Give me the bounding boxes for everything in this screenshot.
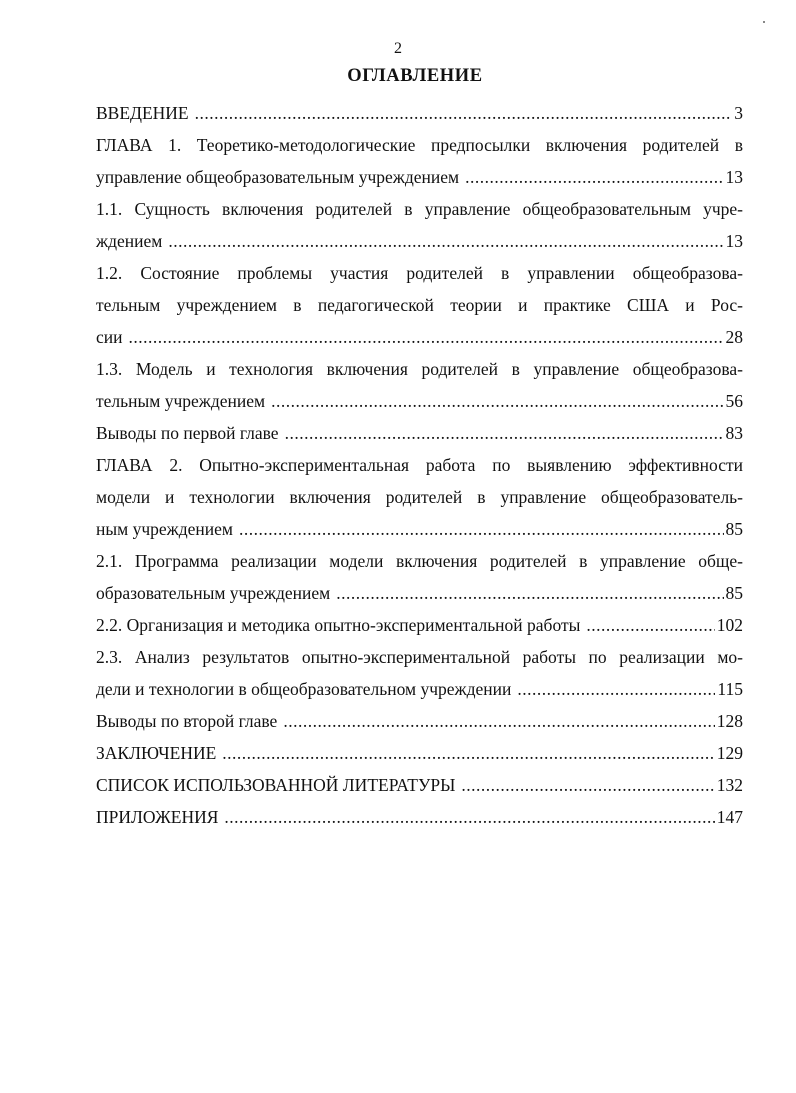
toc-entry [96, 801, 743, 833]
toc-entry [96, 257, 743, 353]
toc-entry-last-line [96, 385, 743, 417]
toc-entry-title: ным учреждением [96, 519, 233, 539]
toc-page-number: 85 [725, 583, 743, 603]
toc-page-number: 85 [725, 519, 743, 539]
toc-entry-line: ГЛАВА 1. Теоретико-методологические предпосылки включения родителей в [96, 135, 743, 155]
dot-leader [129, 321, 724, 353]
toc-page-number: 13 [725, 167, 743, 187]
toc-entry-line: тельным учреждением в педагогической теории и практике США и Рос- [96, 295, 743, 315]
toc-entry-title: 2.2. Организация и методика опытно-экспериментальной работы [96, 615, 581, 635]
toc-entry-line: 1.2. Состояние проблемы участия родителей в управлении общеобразова- [96, 263, 743, 283]
toc-page-number: 83 [725, 423, 743, 443]
dot-leader [586, 609, 714, 641]
toc-page-number: 102 [716, 615, 743, 635]
toc-entry-title: СПИСОК ИСПОЛЬЗОВАННОЙ ЛИТЕРАТУРЫ [96, 775, 456, 795]
toc-entry-last-line [96, 225, 743, 257]
toc-entry-last-line [96, 97, 743, 129]
toc-entry [96, 129, 743, 193]
dot-leader [195, 97, 733, 129]
toc-entry [96, 97, 743, 129]
toc-page-number: 56 [725, 391, 743, 411]
dot-leader [222, 737, 714, 769]
toc-entry-title: ПРИЛОЖЕНИЯ [96, 807, 219, 827]
toc-page-number: 128 [716, 711, 743, 731]
toc-entry [96, 609, 743, 641]
toc-entry-title: управление общеобразовательным учреждением [96, 167, 460, 187]
toc-entry-last-line [96, 769, 743, 801]
toc-page-number: 147 [716, 807, 743, 827]
toc-entry-title: сии [96, 327, 123, 347]
toc-page-number: 129 [716, 743, 743, 763]
dot-leader [239, 513, 724, 545]
toc-entry-last-line [96, 161, 743, 193]
dot-leader [517, 673, 715, 705]
toc-entry-line: модели и технологии включения родителей в управление общеобразователь- [96, 487, 743, 507]
toc-entry [96, 769, 743, 801]
toc-entry [96, 641, 743, 705]
toc-entry-title: ЗАКЛЮЧЕНИЕ [96, 743, 217, 763]
dot-leader [283, 705, 714, 737]
scan-speck [763, 21, 765, 23]
toc-entry-line: 2.1. Программа реализации модели включения родителей в управление обще- [96, 551, 743, 571]
toc-entry-last-line [96, 673, 743, 705]
toc-entry [96, 353, 743, 417]
toc-entry-last-line [96, 417, 743, 449]
dot-leader [168, 225, 723, 257]
table-of-contents [96, 97, 743, 833]
toc-page-number: 132 [716, 775, 743, 795]
dot-leader [224, 801, 714, 833]
toc-entry-title: образовательным учреждением [96, 583, 331, 603]
toc-page-number: 3 [734, 103, 743, 123]
toc-entry-last-line [96, 321, 743, 353]
dot-leader [461, 769, 714, 801]
dot-leader [285, 417, 724, 449]
dot-leader [271, 385, 723, 417]
toc-entry-line: 1.1. Сущность включения родителей в управление общеобразовательным учре- [96, 199, 743, 219]
toc-entry-title: Выводы по второй главе [96, 711, 278, 731]
toc-entry-title: ждением [96, 231, 163, 251]
dot-leader [465, 161, 723, 193]
page-number: 2 [394, 40, 402, 57]
toc-entry-line: 1.3. Модель и технология включения родителей в управление общеобразова- [96, 359, 743, 379]
toc-entry-line: ГЛАВА 2. Опытно-экспериментальная работа по выявлению эффективности [96, 455, 743, 475]
toc-page-number: 13 [725, 231, 743, 251]
toc-entry [96, 705, 743, 737]
toc-entry [96, 545, 743, 609]
toc-entry-last-line [96, 577, 743, 609]
toc-entry-line: 2.3. Анализ результатов опытно-экспериментальной работы по реализации мо- [96, 647, 743, 667]
dot-leader [336, 577, 723, 609]
toc-page-number: 28 [725, 327, 743, 347]
toc-entry [96, 193, 743, 257]
toc-entry-title: тельным учреждением [96, 391, 266, 411]
page-title: ОГЛАВЛЕНИЕ [347, 66, 483, 86]
toc-entry-last-line [96, 513, 743, 545]
toc-entry-title: ВВЕДЕНИЕ [96, 103, 189, 123]
toc-entry-last-line [96, 737, 743, 769]
toc-entry-title: Выводы по первой главе [96, 423, 279, 443]
toc-entry-last-line [96, 801, 743, 833]
toc-entry [96, 417, 743, 449]
toc-entry-last-line [96, 609, 743, 641]
toc-entry-last-line [96, 705, 743, 737]
toc-page-number: 115 [717, 679, 743, 699]
toc-entry [96, 737, 743, 769]
toc-entry-title: дели и технологии в общеобразовательном учреждении [96, 679, 512, 699]
toc-entry [96, 449, 743, 545]
